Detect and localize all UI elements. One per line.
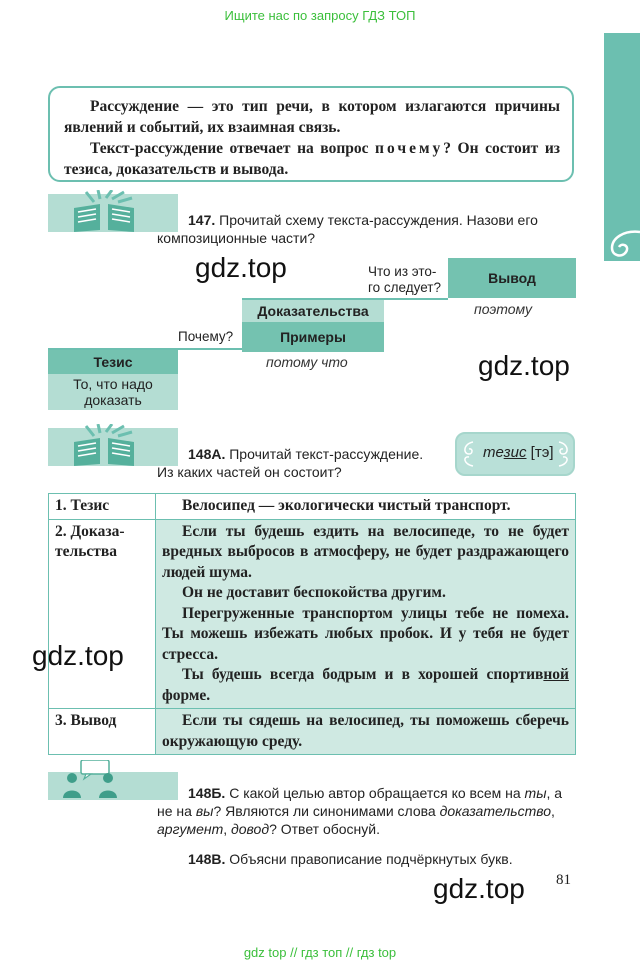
watermark: gdz.top — [32, 640, 124, 671]
box-examples: Примеры — [242, 322, 384, 352]
top-banner[interactable]: Ищите нас по запросу ГДЗ ТОП — [224, 8, 416, 23]
question-why: Почему? — [178, 329, 234, 344]
question-what-follows: Что из это- го следует? — [368, 264, 441, 295]
table-row — [49, 709, 576, 755]
task-148b-line-2: не на вы? Являются ли синонимами слова доказательство, — [157, 803, 555, 819]
box-evidence: Доказательства — [242, 300, 384, 322]
task-148v: 148В. Объясни правописание подчёркнутых букв. — [188, 851, 513, 867]
box-thesis: Тезис — [48, 350, 178, 374]
rule-box — [48, 86, 574, 182]
task-148b-line-1: 148Б. С какой целью автор обращается ко всем на ты, а — [188, 785, 563, 801]
row-label-evidence: 2. Доказа- тельства — [49, 519, 156, 709]
table-row — [49, 519, 576, 709]
page-number: 81 — [556, 872, 571, 888]
watermark: gdz.top — [478, 350, 570, 381]
table-row — [49, 494, 576, 520]
dialogue-icon — [48, 760, 178, 800]
row-text-evidence: Если ты будешь ездить на велосипеде, то не будет вредных выбросов в атмосферу, не будет раздражающего людей шума. Он не доставит беспокойства другим. Перегруженные транспортом улицы тебе не помеха. Ты можешь избежать любых пробок. И у тебя не будет стресса. Ты будешь всегда бодрым и в хорошей спортивной форме. — [156, 519, 576, 709]
box-thesis-description: То, что надо доказать — [48, 374, 178, 410]
task-148b-line-3: аргумент, довод? Ответ обоснуй. — [157, 821, 380, 837]
reasoning-table — [48, 493, 576, 755]
row-label-conclusion: 3. Вывод — [49, 709, 156, 755]
row-text-thesis: Велосипед — экологически чистый транспорт. — [156, 494, 576, 520]
task-147-line-1: 147. Прочитай схему текста-рассуждения. Назови его — [188, 212, 538, 228]
task-148a-line-1: 148А. Прочитай текст-рассуждение. — [188, 446, 424, 462]
box-conclusion: Вывод — [448, 258, 576, 298]
connector-because: потому что — [266, 354, 348, 370]
task-147-line-2: композиционные части? — [157, 230, 316, 246]
watermark: gdz.top — [195, 252, 287, 283]
row-text-conclusion: Если ты сядешь на велосипед, ты поможешь сберечь окружающую среду. — [156, 709, 576, 755]
swirl-ornament-icon — [557, 440, 571, 468]
footer-links[interactable]: gdz top // гдз топ // гдз top — [243, 945, 397, 960]
term-card — [455, 432, 575, 476]
swirl-ornament-icon — [461, 440, 475, 468]
task-148a-line-2: Из каких частей он состоит? — [157, 464, 342, 480]
rule-line-1: Рассуждение — это тип речи, в котором излагаются причины явлений и событий, их взаимная связь. — [64, 98, 560, 136]
swirl-ornament-icon — [604, 226, 640, 262]
watermark: gdz.top — [433, 873, 525, 904]
term-word: тезис [тэ] — [483, 444, 554, 461]
row-label-thesis: 1. Тезис — [49, 494, 156, 520]
connector-therefore: поэтому — [474, 301, 532, 317]
rule-line-2: Текст-рассуждение отвечает на вопрос почему? Он состоит из тезиса, доказательств и вывода. — [64, 140, 560, 178]
